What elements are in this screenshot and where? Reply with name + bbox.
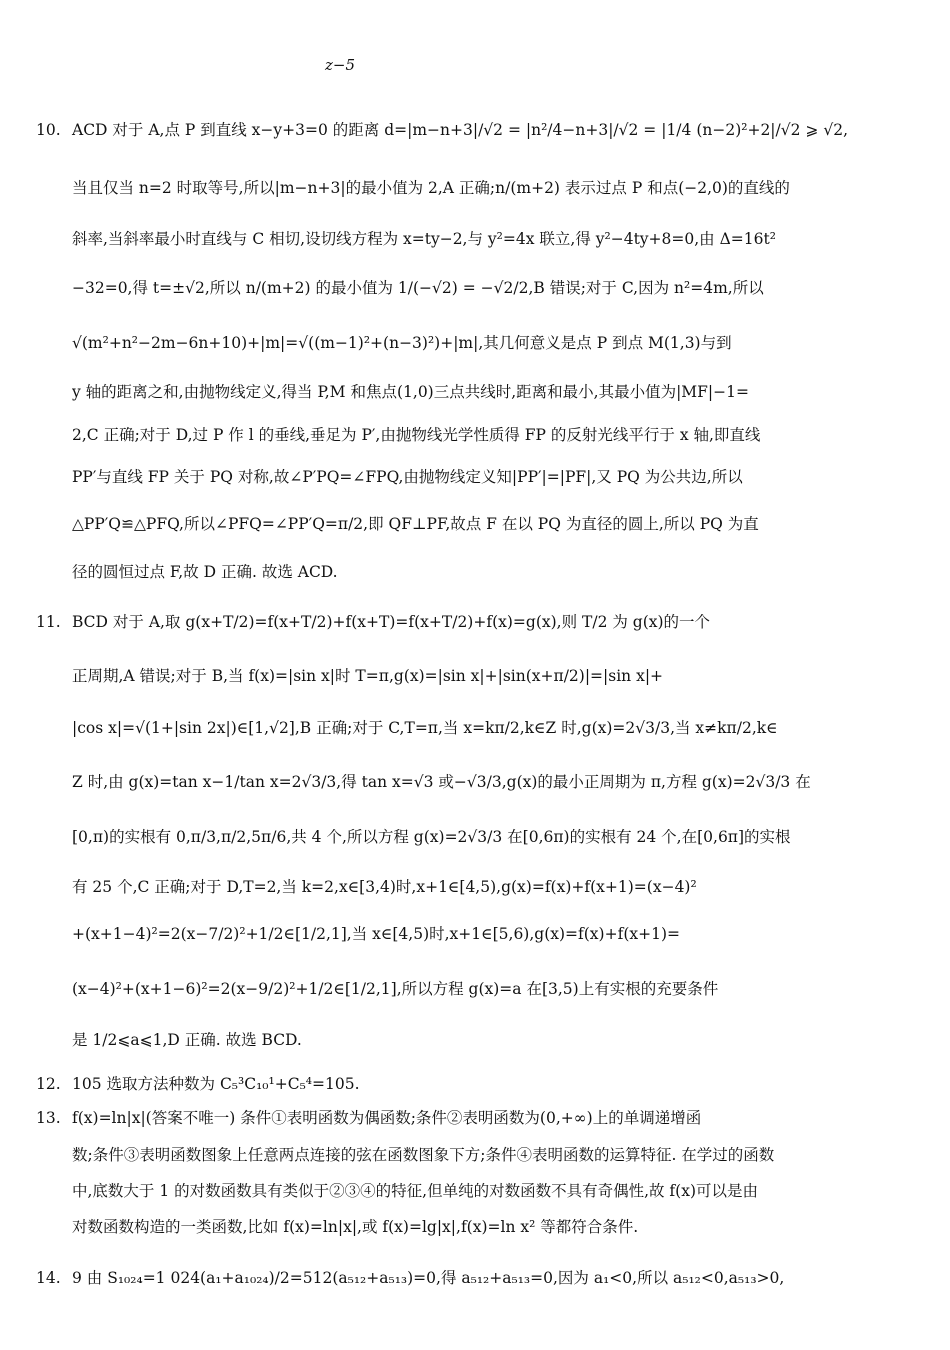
p14-number: 14. bbox=[36, 1269, 61, 1287]
p10-line-8: PP′与直线 FP 关于 PQ 对称,故∠P′PQ=∠FPQ,由抛物线定义知|PP′|=|PF|,又 PQ 为公共边,所以 bbox=[72, 468, 743, 486]
p13-number: 13. bbox=[36, 1109, 61, 1127]
p12-number: 12. bbox=[36, 1075, 61, 1093]
p11-line-4: Z 时,由 g(x)=tan x−1/tan x=2√3/3,得 tan x=√3 或−√3/3,g(x)的最小正周期为 π,方程 g(x)=2√3/3 在 bbox=[72, 773, 811, 791]
p11-line-7: +(x+1−4)²=2(x−7/2)²+1/2∈[1/2,1],当 x∈[4,5)时,x+1∈[5,6),g(x)=f(x)+f(x+1)= bbox=[72, 925, 680, 943]
p11-line-5: [0,π)的实根有 0,π/3,π/2,5π/6,共 4 个,所以方程 g(x)=2√3/3 在[0,6π)的实根有 24 个,在[0,6π]的实根 bbox=[72, 828, 791, 846]
p10-line-1: 10. ACD 对于 A,点 P 到直线 x−y+3=0 的距离 d=|m−n+3|/√2 = |n²/4−n+3|/√2 = |1/4 (n−2)²+2|/√2 ⩾ √2, bbox=[36, 121, 848, 139]
p10-line-6: y 轴的距离之和,由抛物线定义,得当 P,M 和焦点(1,0)三点共线时,距离和最小,其最小值为|MF|−1= bbox=[72, 383, 749, 401]
p10-line-2: 当且仅当 n=2 时取等号,所以|m−n+3|的最小值为 2,A 正确;n/(m+2) 表示过点 P 和点(−2,0)的直线的 bbox=[72, 179, 790, 197]
p13-line-2: 数;条件③表明函数图象上任意两点连接的弦在函数图象下方;条件④表明函数的运算特征. 在学过的函数 bbox=[72, 1146, 775, 1164]
p11-line-2: 正周期,A 错误;对于 B,当 f(x)=|sin x|时 T=π,g(x)=|sin x|+|sin(x+π/2)|=|sin x|+ bbox=[72, 667, 664, 685]
p10-line-10: 径的圆恒过点 F,故 D 正确. 故选 ACD. bbox=[72, 563, 338, 581]
p11-number: 11. bbox=[36, 613, 61, 631]
p10-line-4: −32=0,得 t=±√2,所以 n/(m+2) 的最小值为 1/(−√2) = −√2/2,B 错误;对于 C,因为 n²=4m,所以 bbox=[72, 279, 764, 297]
p11-line-3: |cos x|=√(1+|sin 2x|)∈[1,√2],B 正确;对于 C,T=π,当 x=kπ/2,k∈Z 时,g(x)=2√3/3,当 x≠kπ/2,k∈ bbox=[72, 719, 778, 737]
p13-line-4: 对数函数构造的一类函数,比如 f(x)=ln|x|,或 f(x)=lg|x|,f(x)=ln x² 等都符合条件. bbox=[72, 1218, 639, 1236]
p14-line-1: 14. 9 由 S₁₀₂₄=1 024(a₁+a₁₀₂₄)/2=512(a₅₁₂+a₅₁₃)=0,得 a₅₁₂+a₅₁₃=0,因为 a₁<0,所以 a₅₁₂<0,a₅₁₃>0, bbox=[36, 1269, 785, 1287]
p13-line-3: 中,底数大于 1 的对数函数具有类似于②③④的特征,但单纯的对数函数不具有奇偶性,故 f(x)可以是由 bbox=[72, 1182, 758, 1200]
p10-number: 10. bbox=[36, 121, 61, 139]
p10-line-7: 2,C 正确;对于 D,过 P 作 l 的垂线,垂足为 P′,由抛物线光学性质得 FP 的反射光线平行于 x 轴,即直线 bbox=[72, 426, 761, 444]
p11-line-6: 有 25 个,C 正确;对于 D,T=2,当 k=2,x∈[3,4)时,x+1∈[4,5),g(x)=f(x)+f(x+1)=(x−4)² bbox=[72, 878, 697, 896]
p10-line-9: △PP′Q≌△PFQ,所以∠PFQ=∠PP′Q=π/2,即 QF⊥PF,故点 F 在以 PQ 为直径的圆上,所以 PQ 为直 bbox=[72, 515, 759, 533]
p11-line-1: 11. BCD 对于 A,取 g(x+T/2)=f(x+T/2)+f(x+T)=f(x+T/2)+f(x)=g(x),则 T/2 为 g(x)的一个 bbox=[36, 613, 711, 631]
header-fragment: z−5 bbox=[325, 56, 356, 74]
p12-line-1: 12. 105 选取方法种数为 C₅³C₁₀¹+C₅⁴=105. bbox=[36, 1075, 360, 1093]
p13-line-1: 13. f(x)=ln|x|(答案不唯一) 条件①表明函数为偶函数;条件②表明函数为(0,+∞)上的单调递增函 bbox=[36, 1109, 702, 1127]
p10-line-5: √(m²+n²−2m−6n+10)+|m|=√((m−1)²+(n−3)²)+|m|,其几何意义是点 P 到点 M(1,3)与到 bbox=[72, 334, 732, 352]
p11-line-8: (x−4)²+(x+1−6)²=2(x−9/2)²+1/2∈[1/2,1],所以方程 g(x)=a 在[3,5)上有实根的充要条件 bbox=[72, 980, 719, 998]
p11-line-9: 是 1/2⩽a⩽1,D 正确. 故选 BCD. bbox=[72, 1031, 302, 1049]
p10-line-3: 斜率,当斜率最小时直线与 C 相切,设切线方程为 x=ty−2,与 y²=4x 联立,得 y²−4ty+8=0,由 Δ=16t² bbox=[72, 230, 776, 248]
